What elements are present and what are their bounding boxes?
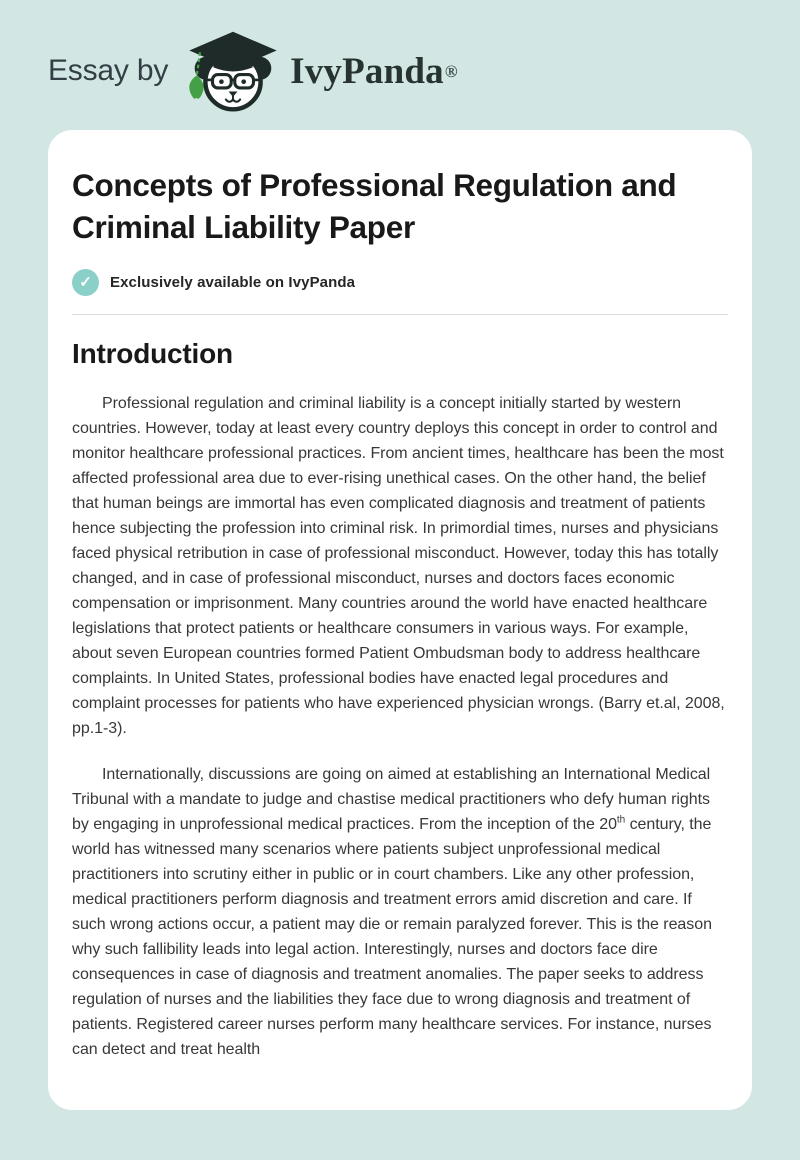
brand-name-text: IvyPanda bbox=[290, 50, 444, 92]
divider bbox=[72, 314, 728, 315]
article-title: Concepts of Professional Regulation and Criminal Liability Paper bbox=[72, 167, 677, 245]
section-heading-introduction: Introduction bbox=[72, 338, 233, 369]
paragraph-2-text-before: Internationally, discussions are going on aimed at establishing an International Medical Tribunal with a mandate to judge and chastise medical practitioners who defy human rights by engaging in unprofessional medical practices. From the inception of the 20 bbox=[72, 766, 711, 833]
article-card bbox=[48, 130, 752, 1110]
header bbox=[0, 0, 800, 112]
intro-paragraph-1: Professional regulation and criminal liability is a concept initially started by western countries. However, today at least every country deploys this concept in order to control and monitor healthcare professional practices. From ancient times, healthcare has been the most affected professional area due to ever-rising unethical cases. On the other hand, the belief that human beings are immortal has even complicated diagnosis and treatment of patients hence subjecting the profession into criminal risk. In primordial times, nurses and physicians faced physical retribution in case of professional misconduct. However, today this has totally changed, and in case of professional misconduct, nurses and doctors faces economic compensation or imprisonment. Many countries around the world have enacted healthcare legislations that protect patients or healthcare consumers in various ways. For example, about seven European countries formed Patient Ombudsman body to address healthcare complaints. In United States, professional bodies have enacted legal procedures and complaint processes for patients who have experienced physician wrongs. (Barry et.al, 2008, pp.1-3). bbox=[72, 395, 725, 737]
check-icon: ✓ bbox=[72, 269, 99, 296]
panda-graduate-icon bbox=[184, 30, 282, 112]
essay-by-label: Essay by bbox=[48, 54, 169, 87]
intro-paragraph-2 bbox=[72, 762, 728, 1062]
paragraph-2-text-after: century, the world has witnessed many scenarios where patients subject unprofessional medical practitioners into scrutiny either in public or in court chambers. Like any other profession, medical practitioners perform diagnosis and treatment errors amid discretion and care. If such wrong actions occur, a patient may die or remain paralyzed forever. This is the reason why such fallibility leads into legal action. Interestingly, nurses and doctors face dire consequences in case of diagnosis and treatment anomalies. The paper seeks to address regulation of nurses and the liabilities they face due to wrong diagnosis and treatment of patients. Registered career nurses perform many healthcare services. For instance, nurses can detect and treat health bbox=[72, 816, 712, 1058]
exclusive-badge-label: Exclusively available on IvyPanda bbox=[110, 274, 356, 291]
brand-name bbox=[290, 50, 458, 93]
ordinal-superscript: th bbox=[616, 814, 626, 826]
registered-mark-icon: ® bbox=[444, 62, 458, 82]
exclusive-badge bbox=[72, 269, 728, 296]
